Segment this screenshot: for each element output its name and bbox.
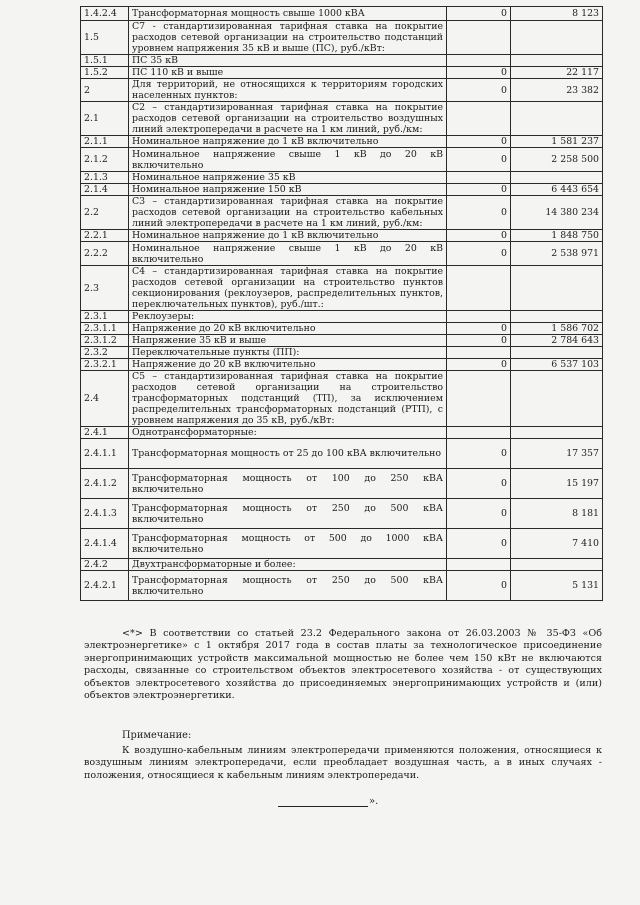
row-number: 2 bbox=[81, 79, 129, 102]
table-row bbox=[81, 347, 603, 359]
row-zero-value: 0 bbox=[447, 469, 511, 499]
closing-quote: ». bbox=[369, 796, 379, 807]
tariff-table bbox=[80, 6, 603, 601]
table-row bbox=[81, 148, 603, 172]
table-row bbox=[81, 21, 603, 55]
row-description: Переключательные пункты (ПП): bbox=[129, 347, 447, 359]
row-number: 1.5 bbox=[81, 21, 129, 55]
row-zero-value bbox=[447, 21, 511, 55]
note-text: К воздушно-кабельным линиям электропередачи применяются положения, относящиеся к воздушным линиям электропередачи, если преобладает воздушная часть, а в иных случаях - положения, относящиеся к кабельным линиям электропередачи. bbox=[84, 745, 602, 781]
row-description: Двухтрансформаторные и более: bbox=[129, 559, 447, 571]
row-rate-value bbox=[511, 102, 603, 136]
row-rate-value: 2 538 971 bbox=[511, 242, 603, 266]
row-description: Трансформаторная мощность от 500 до 1000 кВА включительно bbox=[129, 529, 447, 559]
table-row bbox=[81, 559, 603, 571]
row-number: 1.4.2.4 bbox=[81, 7, 129, 21]
note-body bbox=[84, 745, 602, 782]
row-number: 2.4.1 bbox=[81, 427, 129, 439]
table-row bbox=[81, 172, 603, 184]
row-rate-value: 6 443 654 bbox=[511, 184, 603, 196]
row-description: Номинальное напряжение 150 кВ bbox=[129, 184, 447, 196]
row-number: 2.3.1.2 bbox=[81, 335, 129, 347]
note-title: Примечание: bbox=[122, 730, 192, 741]
row-number: 1.5.2 bbox=[81, 67, 129, 79]
row-number: 2.1.2 bbox=[81, 148, 129, 172]
row-number: 2.1.1 bbox=[81, 136, 129, 148]
row-description: Однотрансформаторные: bbox=[129, 427, 447, 439]
row-number: 2.2.1 bbox=[81, 230, 129, 242]
table-row bbox=[81, 266, 603, 311]
row-zero-value: 0 bbox=[447, 67, 511, 79]
signature-line bbox=[278, 796, 368, 807]
row-description: С4 – стандартизированная тарифная ставка на покрытие расходов сетевой организации на строительство пунктов секционирования (реклоузеров, распределительных пунктов, переключательных пунктов), руб./шт.: bbox=[129, 266, 447, 311]
row-description: Для территорий, не относящихся к территориям городских населенных пунктов: bbox=[129, 79, 447, 102]
row-rate-value bbox=[511, 347, 603, 359]
row-description: Трансформаторная мощность от 100 до 250 кВА включительно bbox=[129, 469, 447, 499]
row-rate-value: 22 117 bbox=[511, 67, 603, 79]
table-row bbox=[81, 102, 603, 136]
row-rate-value: 1 848 750 bbox=[511, 230, 603, 242]
row-zero-value bbox=[447, 311, 511, 323]
row-rate-value bbox=[511, 371, 603, 427]
row-rate-value: 2 258 500 bbox=[511, 148, 603, 172]
row-number: 2.3.2 bbox=[81, 347, 129, 359]
row-rate-value bbox=[511, 311, 603, 323]
row-rate-value: 6 537 103 bbox=[511, 359, 603, 371]
row-number: 2.4.1.1 bbox=[81, 439, 129, 469]
row-description: Номинальное напряжение до 1 кВ включительно bbox=[129, 230, 447, 242]
row-zero-value bbox=[447, 102, 511, 136]
row-rate-value bbox=[511, 55, 603, 67]
table-row bbox=[81, 242, 603, 266]
row-zero-value: 0 bbox=[447, 439, 511, 469]
row-rate-value bbox=[511, 427, 603, 439]
table-row bbox=[81, 230, 603, 242]
row-number: 2.1 bbox=[81, 102, 129, 136]
row-number: 2.2 bbox=[81, 196, 129, 230]
row-rate-value: 1 586 702 bbox=[511, 323, 603, 335]
row-description: С5 – стандартизированная тарифная ставка на покрытие расходов сетевой организации на строительство трансформаторных подстанций (ТП), за исключением распределительных трансформаторных подстанций (РТП), с уровнем напряжения до 35 кВ, руб./кВт: bbox=[129, 371, 447, 427]
table-row bbox=[81, 499, 603, 529]
row-number: 2.4.1.3 bbox=[81, 499, 129, 529]
table-row bbox=[81, 67, 603, 79]
table-row bbox=[81, 469, 603, 499]
table-row bbox=[81, 196, 603, 230]
row-number: 2.3.2.1 bbox=[81, 359, 129, 371]
row-rate-value bbox=[511, 21, 603, 55]
row-rate-value bbox=[511, 559, 603, 571]
row-number: 2.4.2.1 bbox=[81, 571, 129, 601]
row-description: Реклоузеры: bbox=[129, 311, 447, 323]
row-description: Трансформаторная мощность свыше 1000 кВА bbox=[129, 7, 447, 21]
row-rate-value: 14 380 234 bbox=[511, 196, 603, 230]
row-zero-value bbox=[447, 266, 511, 311]
row-description: С3 – стандартизированная тарифная ставка на покрытие расходов сетевой организации на строительство кабельных линий электропередачи в расчете на 1 км линий, руб./км: bbox=[129, 196, 447, 230]
footnote-text: <*> В соответствии со статьей 23.2 Федерального закона от 26.03.2003 № 35-ФЗ «Об электроэнергетике» с 1 октября 2017 года в состав платы за технологическое присоединение энергопринимающих устройств максимальной мощностью не более чем 150 кВт не включаются расходы, связанные со строительством объектов электросетевого хозяйства - от существующих объектов электросетевого хозяйства до присоединяемых энергопринимающих устройств и (или) объектов электроэнергетики. bbox=[84, 628, 602, 702]
row-zero-value: 0 bbox=[447, 148, 511, 172]
row-zero-value: 0 bbox=[447, 499, 511, 529]
row-number: 2.4 bbox=[81, 371, 129, 427]
table-row bbox=[81, 184, 603, 196]
row-rate-value: 17 357 bbox=[511, 439, 603, 469]
row-rate-value: 7 410 bbox=[511, 529, 603, 559]
row-description: Трансформаторная мощность от 250 до 500 кВА включительно bbox=[129, 499, 447, 529]
row-zero-value: 0 bbox=[447, 323, 511, 335]
row-number: 2.4.2 bbox=[81, 559, 129, 571]
row-zero-value bbox=[447, 347, 511, 359]
table-row bbox=[81, 439, 603, 469]
row-zero-value: 0 bbox=[447, 184, 511, 196]
row-zero-value: 0 bbox=[447, 196, 511, 230]
row-zero-value: 0 bbox=[447, 7, 511, 21]
row-description: Номинальное напряжение до 1 кВ включительно bbox=[129, 136, 447, 148]
row-description: Номинальное напряжение свыше 1 кВ до 20 кВ включительно bbox=[129, 148, 447, 172]
table-row bbox=[81, 7, 603, 21]
row-rate-value: 1 581 237 bbox=[511, 136, 603, 148]
row-zero-value: 0 bbox=[447, 571, 511, 601]
row-description: Номинальное напряжение свыше 1 кВ до 20 кВ включительно bbox=[129, 242, 447, 266]
row-number: 2.2.2 bbox=[81, 242, 129, 266]
row-number: 2.1.3 bbox=[81, 172, 129, 184]
table-row bbox=[81, 311, 603, 323]
table-row bbox=[81, 529, 603, 559]
row-number: 2.3 bbox=[81, 266, 129, 311]
table-row bbox=[81, 79, 603, 102]
row-description: С2 – стандартизированная тарифная ставка на покрытие расходов сетевой организации на строительство воздушных линий электропередачи в расчете на 1 км линий, руб./км: bbox=[129, 102, 447, 136]
row-zero-value: 0 bbox=[447, 230, 511, 242]
row-rate-value: 2 784 643 bbox=[511, 335, 603, 347]
row-description: Трансформаторная мощность от 25 до 100 кВА включительно bbox=[129, 439, 447, 469]
row-zero-value: 0 bbox=[447, 359, 511, 371]
table-row bbox=[81, 571, 603, 601]
row-description: ПС 35 кВ bbox=[129, 55, 447, 67]
row-zero-value: 0 bbox=[447, 529, 511, 559]
row-rate-value bbox=[511, 266, 603, 311]
row-number: 2.1.4 bbox=[81, 184, 129, 196]
row-number: 2.4.1.4 bbox=[81, 529, 129, 559]
row-zero-value bbox=[447, 371, 511, 427]
row-description: Напряжение 35 кВ и выше bbox=[129, 335, 447, 347]
row-rate-value: 8 123 bbox=[511, 7, 603, 21]
row-description: Напряжение до 20 кВ включительно bbox=[129, 323, 447, 335]
row-number: 1.5.1 bbox=[81, 55, 129, 67]
row-description: ПС 110 кВ и выше bbox=[129, 67, 447, 79]
table-row bbox=[81, 323, 603, 335]
row-zero-value bbox=[447, 427, 511, 439]
table-row bbox=[81, 55, 603, 67]
row-zero-value: 0 bbox=[447, 335, 511, 347]
table-row bbox=[81, 335, 603, 347]
row-zero-value: 0 bbox=[447, 79, 511, 102]
footnote bbox=[84, 628, 602, 702]
row-description: Номинальное напряжение 35 кВ bbox=[129, 172, 447, 184]
row-description: С7 - стандартизированная тарифная ставка на покрытие расходов сетевой организации на строительство подстанций уровнем напряжения 35 кВ и выше (ПС), руб./кВт: bbox=[129, 21, 447, 55]
row-rate-value bbox=[511, 172, 603, 184]
row-description: Напряжение до 20 кВ включительно bbox=[129, 359, 447, 371]
row-number: 2.3.1 bbox=[81, 311, 129, 323]
table-row bbox=[81, 427, 603, 439]
row-number: 2.4.1.2 bbox=[81, 469, 129, 499]
table-row bbox=[81, 371, 603, 427]
row-rate-value: 8 181 bbox=[511, 499, 603, 529]
row-rate-value: 5 131 bbox=[511, 571, 603, 601]
row-description: Трансформаторная мощность от 250 до 500 кВА включительно bbox=[129, 571, 447, 601]
row-zero-value: 0 bbox=[447, 136, 511, 148]
table-row bbox=[81, 136, 603, 148]
row-zero-value: 0 bbox=[447, 242, 511, 266]
row-zero-value bbox=[447, 55, 511, 67]
table-row bbox=[81, 359, 603, 371]
row-rate-value: 15 197 bbox=[511, 469, 603, 499]
row-zero-value bbox=[447, 172, 511, 184]
row-zero-value bbox=[447, 559, 511, 571]
row-number: 2.3.1.1 bbox=[81, 323, 129, 335]
row-rate-value: 23 382 bbox=[511, 79, 603, 102]
